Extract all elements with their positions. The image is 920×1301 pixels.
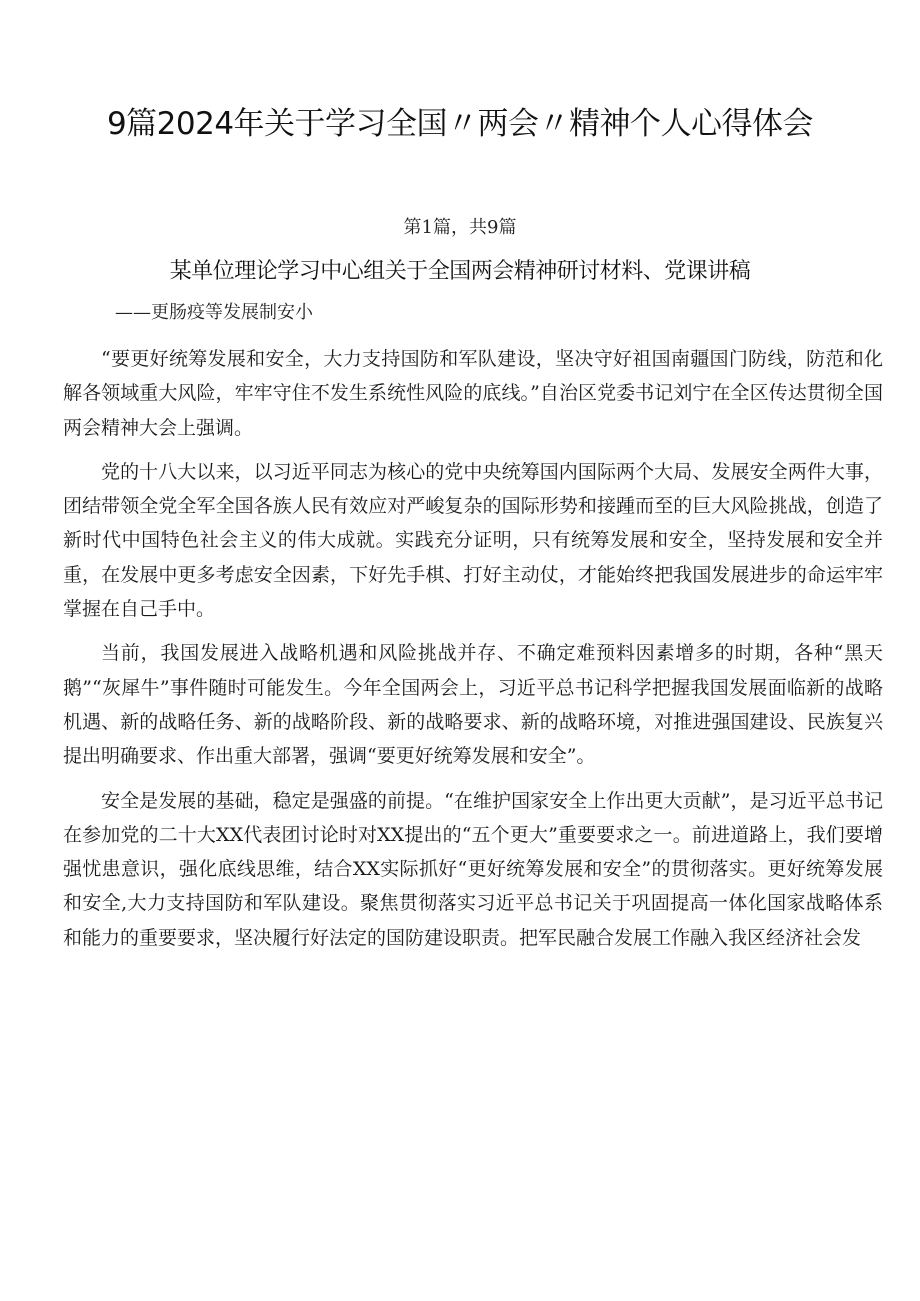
paragraph: 安全是发展的基础，稳定是强盛的前提。“在维护国家安全上作出更大贡献”，是习近平总书记在参加党的二十大XX代表团讨论时对XX提出的“五个更大”重要要求之一。前进道路上，我们要增强忧患意识，强化底线思维，结合XX实际抓好“更好统筹发展和安全”的贯彻落实。更好统筹发展和安全,大力支持国防和军队建设。聚焦贯彻落实习近平总书记关于巩固提高一体化国家战略体系和能力的重要要求，坚决履行好法定的国防建设职责。把军民融合发展工作融入我区经济社会发 <box>63 789 883 949</box>
article-body <box>63 342 883 965</box>
document-title: 9篇2024年关于学习全国〃两会〃精神个人心得体会 <box>106 106 814 142</box>
paragraph: 当前，我国发展进入战略机遇和风险挑战并存、不确定难预料因素增多的时期，各种“黑天鹅”“灰犀牛”事件随时可能发生。今年全国两会上，习近平总书记科学把握我国发展面临新的战略机遇、新的战略任务、新的战略阶段、新的战略要求、新的战略环境，对推进强国建设、民族复兴提出明确要求、作出重大部署，强调“要更好统筹发展和安全”。 <box>63 642 883 768</box>
article-subtitle: ——更肠疫等发展制安小 <box>115 302 313 323</box>
article-title: 某单位理论学习中心组关于全国两会精神研讨材料、党课讲稿 <box>169 259 751 284</box>
part-label: 第1篇，共9篇 <box>403 217 517 238</box>
paragraph: 党的十八大以来，以习近平同志为核心的党中央统筹国内国际两个大局、发展安全两件大事，团结带领全党全军全国各族人民有效应对严峻复杂的国际形势和接踵而至的巨大风险挑战，创造了新时代中国特色社会主义的伟大成就。实践充分证明，只有统筹发展和安全，坚持发展和安全并重，在发展中更多考虑安全因素，下好先手棋、打好主动仗，才能始终把我国发展进步的命运牢牢掌握在自己手中。 <box>63 460 883 621</box>
paragraph: “要更好统筹发展和安全，大力支持国防和军队建设，坚决守好祖国南疆国门防线，防范和化解各领域重大风险，牢牢守住不发生系统性风险的底线。”自治区党委书记刘宁在全区传达贯彻全国两会精神大会上强调。 <box>63 348 883 439</box>
